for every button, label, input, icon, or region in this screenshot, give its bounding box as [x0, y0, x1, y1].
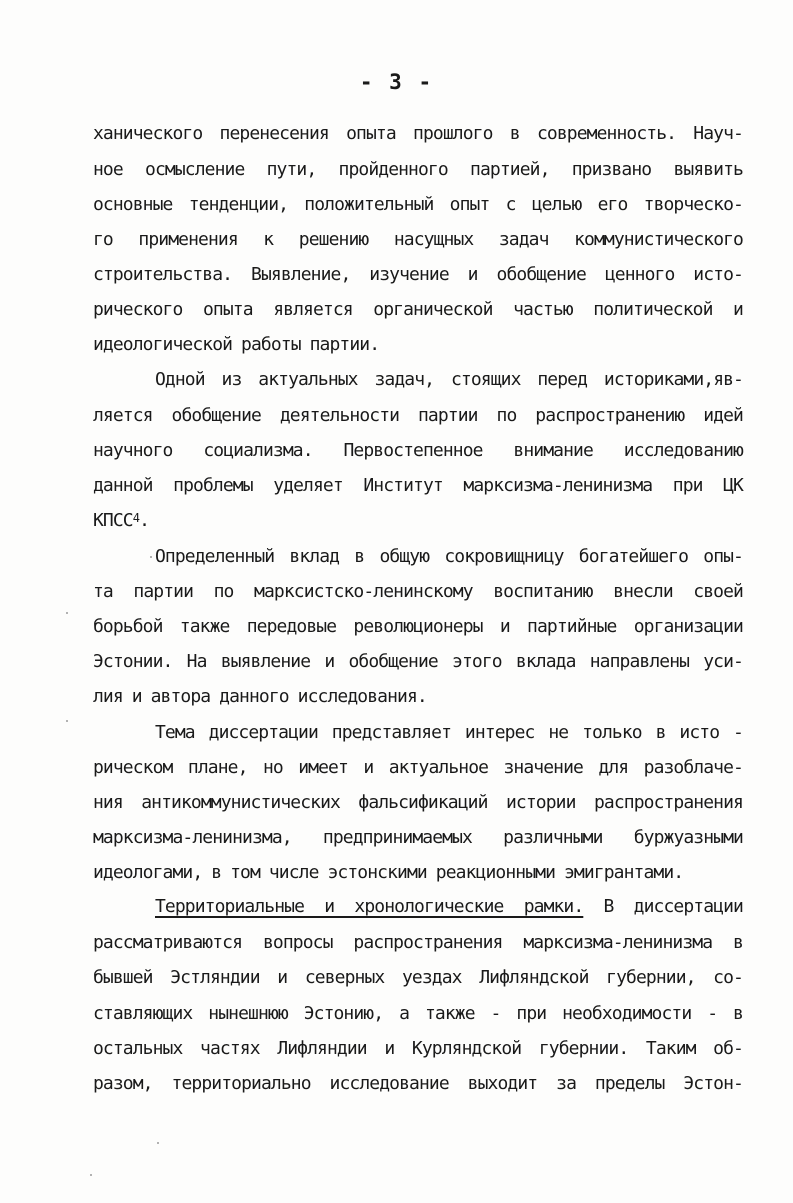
sentence-end: .	[139, 510, 150, 531]
text-line: научного социализма. Первостепенное внимание исследованию	[93, 440, 743, 461]
text-line: ханического перенесения опыта прошлого в современность. Науч-	[93, 123, 743, 144]
section-heading-line	[155, 895, 743, 919]
text-line: разом, территориально исследование выходит за пределы Эстон-	[93, 1073, 743, 1094]
scan-speck	[66, 720, 68, 722]
page-number: - 3 -	[359, 70, 434, 94]
text-line: ное осмысление пути, пройденного партией, призвано выявить	[93, 159, 743, 180]
text-line: рассматриваются вопросы распространения марксизма-ленинизма в	[93, 932, 743, 953]
text-line: го применения к решению насущных задач коммунистического	[93, 229, 743, 250]
text-line: данной проблемы уделяет Институт марксизма-ленинизма при ЦК	[93, 475, 743, 496]
text-line: идеологами, в том числе эстонскими реакционными эмигрантами.	[93, 862, 684, 883]
text-line: Одной из актуальных задач, стоящих перед историками,яв-	[155, 369, 743, 390]
text-line: рическом плане, но имеет и актуальное значение для разоблаче-	[93, 757, 743, 778]
text-line: ставляющих нынешнюю Эстонию, а также - при необходимости - в	[93, 1003, 743, 1024]
section-heading: Территориальные и хронологические рамки.	[155, 896, 584, 917]
text-line: рического опыта является органической частью политической и	[93, 299, 743, 320]
text-line: ния антикоммунистических фальсификаций истории распространения	[93, 792, 743, 813]
text-line: та партии по марксистско-ленинскому воспитанию внесли своей	[93, 581, 743, 602]
text-line: Эстонии. На выявление и обобщение этого вклада направлены уси-	[93, 651, 743, 672]
text-line: лия и автора данного исследования.	[93, 686, 427, 707]
text-line: марксизма-ленинизма, предпринимаемых различными буржуазными	[93, 827, 743, 848]
footnote-reference: 4	[132, 511, 140, 525]
scan-speck	[157, 1142, 159, 1144]
text-line: строительства. Выявление, изучение и обобщение ценного исто-	[93, 264, 743, 285]
text-line-with-footnote	[93, 509, 743, 533]
scan-speck	[66, 612, 68, 614]
text-line: борьбой также передовые революционеры и партийные организации	[93, 616, 743, 637]
text-line: бывшей Эстляндии и северных уездах Лифляндской губернии, со-	[93, 967, 743, 988]
text-line: В диссертации	[603, 896, 743, 917]
text-line: ляется обобщение деятельности партии по распространению идей	[93, 405, 743, 426]
footnote-line-text: КПСС	[93, 510, 133, 531]
text-line: основные тенденции, положительный опыт с целью его творческо-	[93, 194, 743, 215]
text-line: Тема диссертации представляет интерес не только в исто -	[155, 722, 743, 743]
text-line: остальных частях Лифляндии и Курляндской губернии. Таким об-	[93, 1038, 743, 1059]
text-line: идеологической работы партии.	[93, 334, 380, 355]
text-line: Определенный вклад в общую сокровищницу богатейшего опы-	[155, 546, 743, 567]
scan-speck	[150, 556, 152, 558]
scan-speck	[90, 1174, 92, 1176]
